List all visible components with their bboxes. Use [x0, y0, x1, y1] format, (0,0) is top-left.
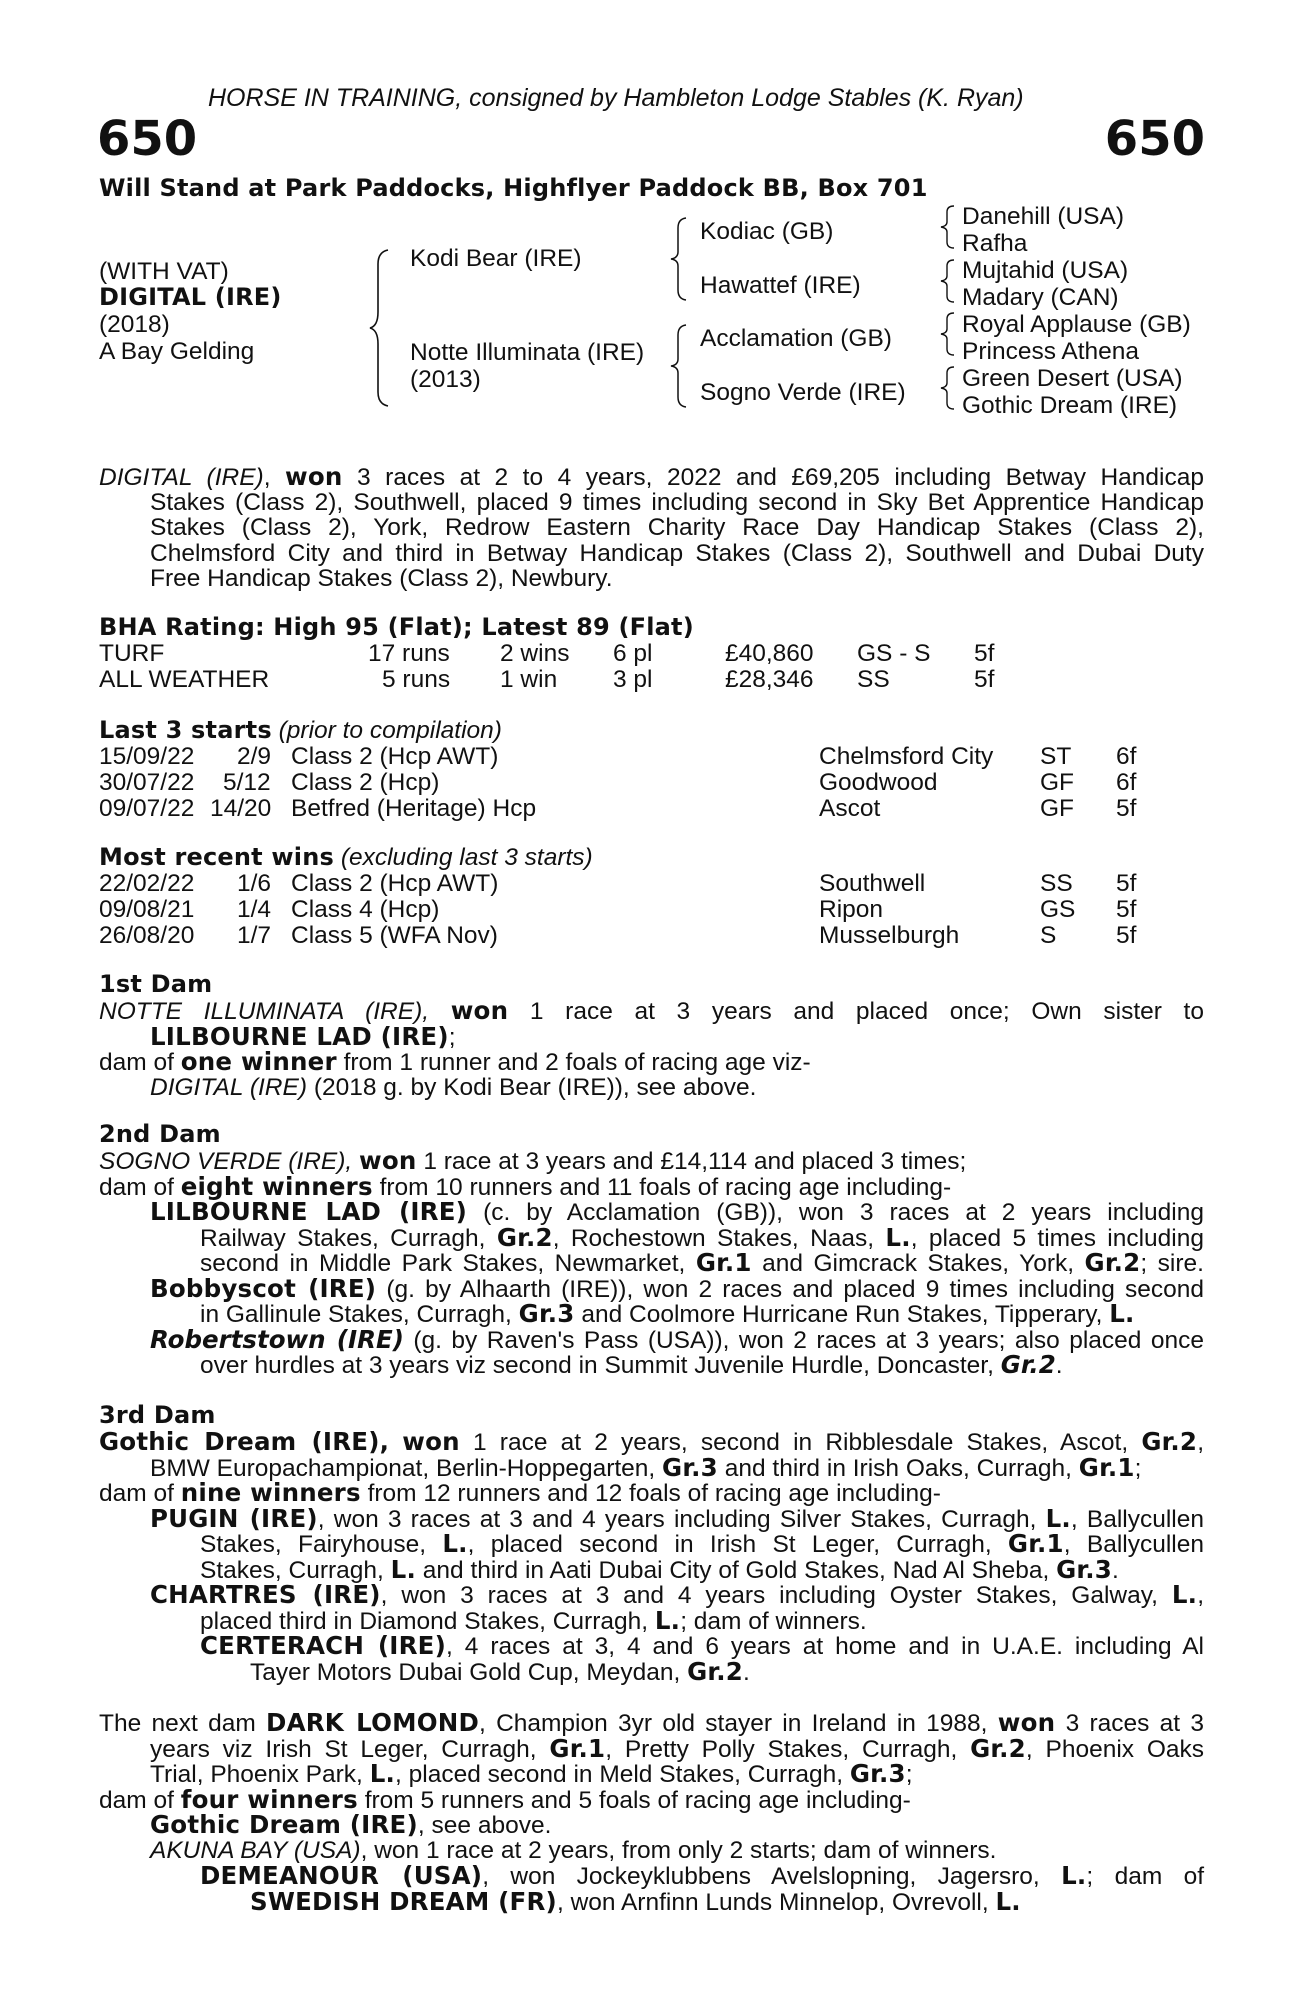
- brace-dam: [668, 323, 692, 409]
- grade-badge: L.: [390, 1554, 416, 1584]
- gg-ancestor: Danehill (USA): [962, 203, 1125, 230]
- grade-badge: Gr.1: [1007, 1529, 1064, 1558]
- date: 30/07/22: [99, 769, 195, 796]
- offspring-text: and Coolmore Hurricane Run Stakes, Tipperary,: [581, 1301, 1103, 1328]
- summary-line: 3 races at 2 to 4 years, 2022 and £69,205 including Betway Handicap: [357, 464, 1204, 491]
- earnings: £28,346: [725, 666, 814, 693]
- nextdam-text2: years viz Irish St Leger, Curragh,: [150, 1735, 537, 1763]
- nextdam-text2: , Pretty Polly Stakes, Curragh,: [605, 1735, 958, 1763]
- sister-name: LILBOURNE LAD (IRE): [150, 1021, 449, 1051]
- grade-badge: L.: [1061, 1861, 1087, 1890]
- grade-badge: L.: [369, 1759, 396, 1788]
- offspring-name: CHARTRES (IRE): [150, 1580, 381, 1609]
- dam2-text1: 1 race at 3 years and £14,114 and placed 3 times;: [423, 1148, 967, 1175]
- damof-label: dam of: [99, 1049, 174, 1076]
- offspring-text: placed third in Diamond Stakes, Curragh,: [200, 1607, 649, 1635]
- sire-name: Kodi Bear (IRE): [410, 245, 582, 272]
- offspring-text: , won 3 races at 3 and 4 years including Oyster Stakes, Galway,: [380, 1582, 1158, 1609]
- offspring-name: DEMEANOUR (USA): [200, 1861, 483, 1890]
- gg-ancestor: Mujtahid (USA): [962, 257, 1129, 284]
- surface: TURF: [99, 640, 165, 667]
- offspring-name: Bobbyscot (IRE): [150, 1273, 377, 1303]
- dam2-text: [99, 1148, 1204, 1378]
- offspring-text: , won Jockeyklubbens Avelslopning, Jagersro,: [482, 1863, 1040, 1890]
- distance: 6f: [1116, 769, 1137, 796]
- position: 2/9: [237, 743, 272, 770]
- offspring-text: , won 1 race at 2 years, from only 2 starts; dam of winners.: [360, 1836, 997, 1864]
- offspring-name: PUGIN (IRE): [150, 1503, 318, 1533]
- offspring-text: ; sire.: [1140, 1250, 1204, 1277]
- dam2-name: SOGNO VERDE (IRE),: [99, 1148, 353, 1175]
- won-label: won: [359, 1146, 417, 1175]
- grade-badge: Gr.2: [496, 1222, 553, 1252]
- lot-number-left: 650: [97, 111, 198, 167]
- stand-location: Will Stand at Park Paddocks, Highflyer Paddock BB, Box 701: [99, 174, 928, 202]
- course: Ripon: [819, 896, 884, 923]
- winners-count: one winner: [180, 1047, 337, 1076]
- dam1-text: [99, 998, 1204, 1100]
- dam-year: (2013): [410, 366, 481, 393]
- distance: 5f: [1116, 870, 1137, 897]
- nextdam-name: DARK LOMOND: [266, 1708, 479, 1737]
- course: Chelmsford City: [819, 743, 994, 770]
- offspring-text: over hurdles at 3 years viz second in Summit Juvenile Hurdle, Doncaster,: [200, 1352, 994, 1379]
- placed: 6 pl: [613, 640, 653, 667]
- child-text: (2018 g. by Kodi Bear (IRE)), see above.: [313, 1073, 757, 1101]
- recent-heading: [99, 845, 593, 871]
- grade-badge: Gr.3: [849, 1759, 906, 1788]
- race: Class 5 (WFA Nov): [291, 922, 498, 949]
- offspring-text: in Gallinule Stakes, Curragh,: [200, 1301, 512, 1328]
- offspring-text: Tayer Motors Dubai Gold Cup, Meydan,: [250, 1658, 681, 1686]
- position: 5/12: [223, 769, 271, 796]
- dam1-text2: from 1 runner and 2 foals of racing age viz-: [343, 1049, 811, 1076]
- grade-badge: L.: [885, 1222, 911, 1252]
- damof-label: dam of: [99, 1173, 174, 1201]
- summary-line: Stakes (Class 2), Southwell, placed 9 times including second in Sky Bet Apprentice Handicap: [150, 488, 1204, 516]
- dam3-text2: BMW Europachampionat, Berlin-Hoppegarten,: [150, 1454, 656, 1482]
- offspring-text: .: [742, 1658, 750, 1686]
- nextdam-text4: from 5 runners and 5 foals of racing age including-: [364, 1786, 911, 1814]
- offspring-text: Stakes, Fairyhouse,: [200, 1531, 427, 1558]
- grade-badge: L.: [1171, 1580, 1198, 1609]
- grade-badge: Gr.1: [1078, 1452, 1135, 1482]
- winners-count: nine winners: [180, 1478, 361, 1507]
- course: Musselburgh: [819, 922, 960, 949]
- offspring-name: CERTERACH (IRE): [200, 1631, 447, 1660]
- race: Betfred (Heritage) Hcp: [291, 795, 537, 822]
- position: 1/7: [237, 922, 272, 949]
- course: Southwell: [819, 870, 926, 897]
- runs: 5 runs: [382, 666, 451, 693]
- won-label: won: [402, 1427, 460, 1456]
- nextdam-text: [99, 1710, 1204, 1914]
- offspring-text: second in Middle Park Stakes, Newmarket,: [200, 1250, 686, 1277]
- winners-count: four winners: [180, 1784, 358, 1814]
- grade-badge: Gr.1: [549, 1733, 606, 1763]
- distance: 5f: [1116, 896, 1137, 923]
- brace-gg-1: [938, 204, 958, 250]
- race: Class 2 (Hcp): [291, 769, 440, 796]
- grade-badge: Gr.1: [695, 1248, 752, 1277]
- offspring-text: ; dam of winners.: [680, 1607, 867, 1635]
- page-title: HORSE IN TRAINING, consigned by Hambleton Lodge Stables (K. Ryan): [208, 84, 1024, 112]
- horse-year: (2018): [99, 311, 170, 338]
- punct: ;: [1134, 1454, 1142, 1482]
- offspring-name: AKUNA BAY (USA): [150, 1836, 361, 1864]
- dam3-name: Gothic Dream (IRE),: [99, 1427, 390, 1456]
- going: SS: [857, 666, 890, 693]
- recent-note: (excluding last 3 starts): [340, 844, 593, 871]
- gg-ancestor: Rafha: [962, 230, 1028, 257]
- grade-badge: Gr.2: [1000, 1350, 1056, 1379]
- going: GF: [1040, 795, 1075, 822]
- wins: 1 win: [500, 666, 558, 693]
- offspring-text: (c. by Acclamation (GB)), won 3 races at 2 years including: [483, 1199, 1205, 1226]
- granddam-1: Hawattef (IRE): [700, 272, 861, 299]
- rating-heading: BHA Rating: High 95 (Flat); Latest 89 (Flat): [99, 613, 694, 641]
- grade-badge: Gr.3: [662, 1452, 718, 1482]
- offspring-text: , placed second in Irish St Leger, Curragh,: [467, 1531, 992, 1558]
- damof-label: dam of: [99, 1786, 174, 1814]
- gg-ancestor: Gothic Dream (IRE): [962, 392, 1178, 419]
- offspring-text: , Ballycullen: [1063, 1531, 1204, 1558]
- vat-label: (WITH VAT): [99, 258, 229, 285]
- child-name: DIGITAL (IRE): [150, 1073, 308, 1101]
- offspring-text: Stakes, Curragh,: [200, 1556, 384, 1584]
- date: 09/08/21: [99, 896, 195, 923]
- dam3-text2: and third in Irish Oaks, Curragh,: [724, 1454, 1072, 1482]
- dam3-text1: 1 race at 2 years, second in Ribblesdale Stakes, Ascot,: [472, 1429, 1129, 1456]
- horse-name: DIGITAL (IRE): [99, 283, 282, 311]
- distance: 5f: [974, 666, 995, 693]
- granddam-2: Sogno Verde (IRE): [700, 379, 906, 406]
- offspring-text: , won 3 races at 3 and 4 years including Silver Stakes, Curragh,: [317, 1505, 1037, 1533]
- earnings: £40,860: [725, 640, 814, 667]
- nextdam-text3: Trial, Phoenix Park,: [150, 1761, 363, 1788]
- distance: 5f: [1116, 795, 1137, 822]
- offspring-text: ; dam of: [1086, 1863, 1205, 1890]
- winners-count: eight winners: [180, 1171, 373, 1201]
- grade-badge: Gr.3: [1056, 1554, 1112, 1584]
- surface: ALL WEATHER: [99, 666, 270, 693]
- grade-badge: L.: [442, 1529, 468, 1558]
- grandsire-2: Acclamation (GB): [700, 325, 892, 352]
- offspring-text: , Ballycullen: [1070, 1505, 1205, 1533]
- nextdam-text3: , placed second in Meld Stakes, Curragh,: [395, 1761, 844, 1788]
- punct: ;: [905, 1761, 913, 1788]
- date: 15/09/22: [99, 743, 195, 770]
- date: 09/07/22: [99, 795, 195, 822]
- gg-ancestor: Princess Athena: [962, 338, 1140, 365]
- nextdam-text1: 3 races at 3: [1065, 1710, 1204, 1737]
- punct: ,: [1197, 1429, 1204, 1456]
- date: 22/02/22: [99, 870, 195, 897]
- offspring-text: (g. by Alhaarth (IRE)), won 2 races and placed 9 times including second: [386, 1275, 1205, 1303]
- grade-badge: Gr.3: [518, 1299, 575, 1328]
- punct: ;: [448, 1023, 456, 1051]
- summary-line: Stakes (Class 2), York, Redrow Eastern Charity Race Day Handicap Stakes (Class 2),: [150, 514, 1204, 541]
- offspring-text: .: [1055, 1352, 1063, 1379]
- dam3-text: [99, 1429, 1204, 1684]
- last3-heading: [99, 718, 502, 744]
- position: 14/20: [210, 795, 272, 822]
- nextdam-text2: , Phoenix Oaks: [1025, 1735, 1204, 1763]
- dam3-text3: from 12 runners and 12 foals of racing age including-: [367, 1480, 941, 1507]
- won-label: won: [285, 462, 343, 491]
- dam1-text1: 1 race at 3 years and placed once; Own sister to: [529, 998, 1204, 1025]
- distance: 6f: [1116, 743, 1137, 770]
- race: Class 4 (Hcp): [291, 896, 440, 923]
- race: Class 2 (Hcp AWT): [291, 870, 499, 897]
- date: 26/08/20: [99, 922, 195, 949]
- nextdam-intro: The next dam: [99, 1710, 256, 1737]
- runs: 17 runs: [368, 640, 450, 667]
- placed: 3 pl: [613, 666, 653, 693]
- offspring-text: , placed 5 times including: [910, 1224, 1204, 1252]
- dam1-heading: 1st Dam: [99, 970, 213, 998]
- offspring-text: .: [1111, 1556, 1119, 1584]
- offspring-text: , Rochestown Stakes, Naas,: [552, 1224, 875, 1252]
- brace-main: [366, 248, 396, 408]
- offspring-text: and Gimcrack Stakes, York,: [762, 1250, 1075, 1277]
- distance: 5f: [974, 640, 995, 667]
- going: S: [1040, 922, 1057, 949]
- going: GS - S: [857, 640, 931, 667]
- offspring-text: ,: [1197, 1582, 1205, 1609]
- recent-title: Most recent wins: [99, 843, 334, 871]
- grade-badge: L.: [1045, 1503, 1071, 1533]
- nextdam-text1: , Champion 3yr old stayer in Ireland in 1988,: [479, 1710, 988, 1737]
- dam-name: Notte Illuminata (IRE): [410, 339, 645, 366]
- offspring-text: Railway Stakes, Curragh,: [200, 1224, 486, 1252]
- position: 1/4: [237, 896, 272, 923]
- gg-ancestor: Green Desert (USA): [962, 365, 1183, 392]
- brace-sire: [668, 216, 692, 302]
- grade-badge: Gr.2: [1084, 1248, 1141, 1277]
- gg-ancestor: Royal Applause (GB): [962, 311, 1191, 338]
- brace-gg-4: [938, 365, 958, 411]
- grade-badge: L.: [1109, 1299, 1135, 1328]
- grade-badge: L.: [654, 1605, 681, 1635]
- grandsire-1: Kodiac (GB): [700, 218, 834, 245]
- brace-gg-3: [938, 311, 958, 357]
- course: Goodwood: [819, 769, 938, 796]
- offspring-text: , see above.: [417, 1812, 552, 1839]
- offspring-text: , 4 races at 3, 4 and 6 years at home and in U.A.E. including Al: [446, 1633, 1205, 1660]
- going: ST: [1040, 743, 1072, 770]
- dam2-heading: 2nd Dam: [99, 1120, 221, 1148]
- offspring-text: (g. by Raven's Pass (USA)), won 2 races at 3 years; also placed once: [413, 1326, 1204, 1354]
- position: 1/6: [237, 870, 272, 897]
- course: Ascot: [819, 795, 881, 822]
- race: Class 2 (Hcp AWT): [291, 743, 499, 770]
- damof-label: dam of: [99, 1480, 174, 1507]
- horse-desc: A Bay Gelding: [99, 338, 255, 365]
- offspring-name: Gothic Dream (IRE): [150, 1810, 418, 1839]
- dam3-heading: 3rd Dam: [99, 1401, 216, 1429]
- won-label: won: [450, 996, 509, 1025]
- going: GS: [1040, 896, 1076, 923]
- last3-note: (prior to compilation): [278, 717, 502, 744]
- grade-badge: Gr.2: [687, 1656, 743, 1686]
- grade-badge: Gr.2: [1141, 1427, 1198, 1456]
- dam1-name: NOTTE ILLUMINATA (IRE),: [99, 998, 430, 1025]
- last3-title: Last 3 starts: [99, 716, 272, 744]
- brace-gg-2: [938, 258, 958, 304]
- offspring-name: Robertstown (IRE): [150, 1324, 404, 1354]
- race-summary: DIGITAL (IRE), won 3 races at 2 to 4 years, 2022 and £69,205 including Betway Handicap Stakes (Class 2), Southwell, placed 9 times including second in Sky Bet Apprentice Handicap Stakes (Class 2), York, Redrow Eastern Charity Race Day Handicap Stakes (Class 2), Chelmsford City and third in Betway Handicap Stakes (Class 2), Southwell and Dubai Duty Free Handicap Stakes (Class 2), Newbury.: [99, 462, 1204, 592]
- dam2-text2: from 10 runners and 11 foals of racing age including-: [379, 1173, 952, 1201]
- grade-badge: Gr.2: [970, 1733, 1026, 1763]
- going: GF: [1040, 769, 1075, 796]
- gg-ancestor: Madary (CAN): [962, 284, 1119, 311]
- distance: 5f: [1116, 922, 1137, 949]
- offspring-name: LILBOURNE LAD (IRE): [150, 1197, 468, 1226]
- going: SS: [1040, 870, 1073, 897]
- grade-badge: L.: [995, 1886, 1021, 1916]
- offspring-name: SWEDISH DREAM (FR): [250, 1886, 557, 1916]
- summary-horse-name: DIGITAL (IRE): [99, 464, 264, 491]
- offspring-text: , won Arnfinn Lunds Minnelop, Ovrevoll,: [556, 1888, 989, 1916]
- won-label: won: [997, 1708, 1056, 1737]
- summary-line: Chelmsford City and third in Betway Handicap Stakes (Class 2), Southwell and Dubai Duty: [150, 539, 1204, 567]
- summary-line: Free Handicap Stakes (Class 2), Newbury.: [150, 565, 613, 592]
- wins: 2 wins: [500, 640, 570, 667]
- lot-number-right: 650: [1104, 111, 1205, 167]
- offspring-text: and third in Aati Dubai City of Gold Stakes, Nad Al Sheba,: [422, 1556, 1050, 1584]
